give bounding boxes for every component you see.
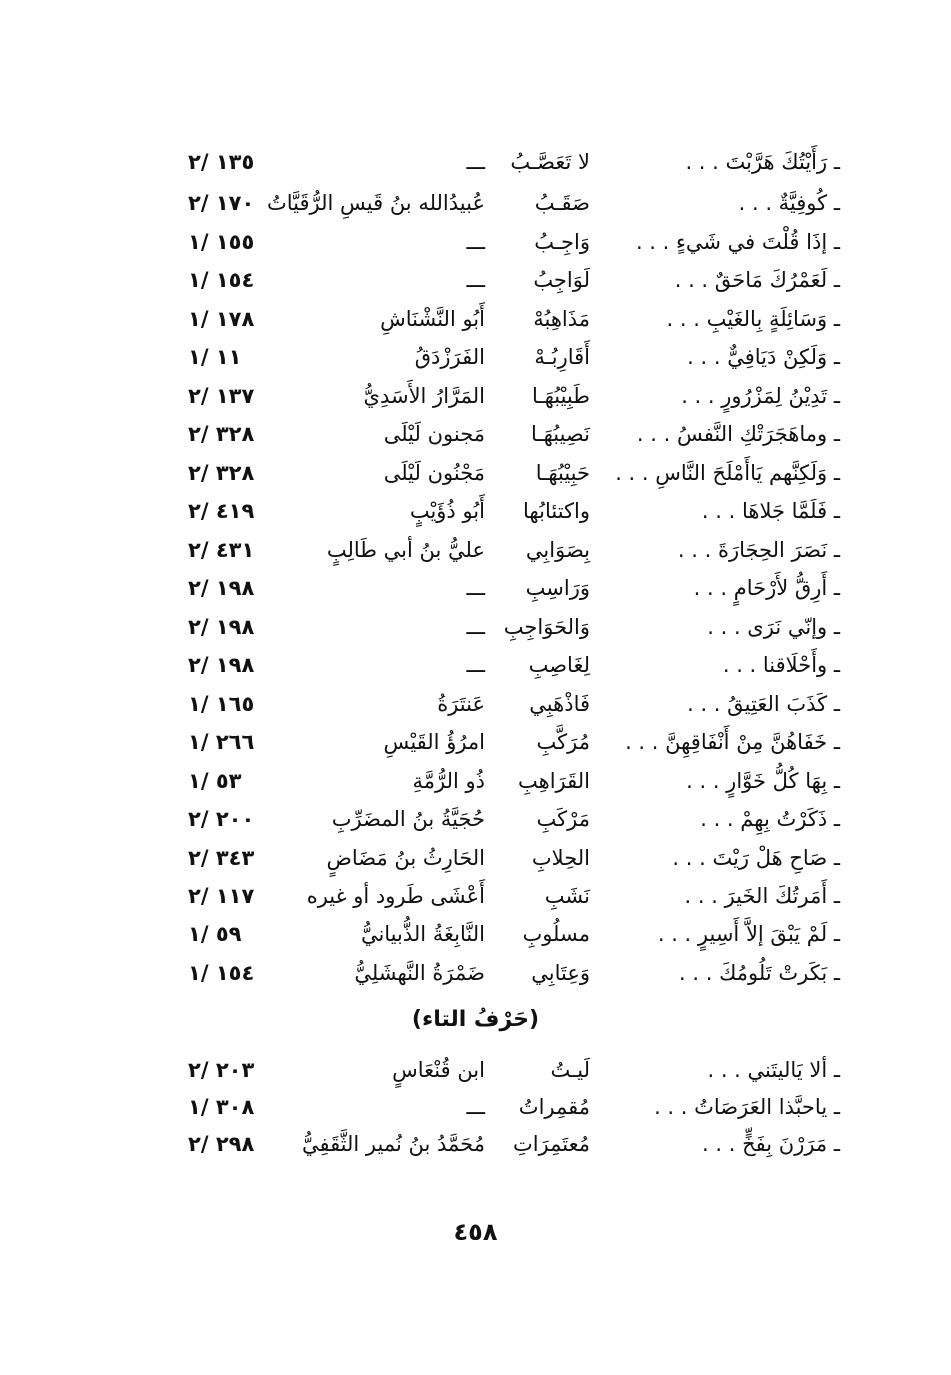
verse-row	[180, 609, 840, 645]
rhyme-word: طَبِيْبُهَـا	[532, 384, 590, 408]
poet-name: مَجنون لَيْلَى	[383, 422, 485, 446]
rhyme-word: نَشَبِ	[544, 884, 590, 908]
verse-opening: ـ صَاحِ هَلْ رَيْتَ . . .	[672, 846, 840, 870]
page-reference: ١٩٨ /٢	[188, 653, 255, 677]
page-reference: ٣٤٣ /٢	[188, 846, 255, 870]
verse-row	[180, 339, 840, 375]
verse-row	[180, 532, 840, 568]
verse-opening: ـ تَدِيْنُ لِمَزْرُورٍ . . .	[681, 384, 840, 408]
poet-name: مُحَمَّدُ بنُ نُمير الثَّقَفِيُّ	[301, 1132, 485, 1156]
poet-name: عَنتَرَةُ	[437, 692, 485, 716]
verse-opening: ـ فَلَمَّا جَلاهَا . . .	[701, 499, 840, 523]
poet-name: ضَمْرَةُ النَّهشَلِيُّ	[354, 961, 485, 985]
rhyme-word: القَرَاهِبِ	[518, 769, 590, 793]
verse-row	[180, 1089, 840, 1125]
rhyme-word: وَرَاسِبِ	[525, 576, 590, 600]
verse-row	[180, 647, 840, 683]
poet-name: النَّابِغَةُ الذُّبيانيُّ	[360, 922, 485, 946]
poet-name: مَجْنُون لَيْلَى	[383, 461, 485, 485]
rhyme-word: وَالحَوَاجِبِ	[503, 615, 590, 639]
page-reference: ٣٠٨ /١	[188, 1095, 255, 1119]
page-reference: ١٩٨ /٢	[188, 576, 255, 600]
poet-name: ـــ	[466, 576, 485, 600]
page-reference: ١٦٥ /١	[188, 692, 255, 716]
page-reference: ٥٩ /١	[188, 922, 242, 946]
verse-row	[180, 570, 840, 606]
page-number: ٤٥٨	[453, 1218, 498, 1246]
verse-row	[180, 455, 840, 491]
rhyme-word: لا تَعَصَّـبُ	[510, 150, 590, 174]
verse-row	[180, 224, 840, 260]
page-reference: ٣٢٨ /٢	[188, 461, 255, 485]
rhyme-word: وَاجِـبُ	[534, 230, 590, 254]
rhyme-word: بِصَوَابِي	[525, 538, 590, 562]
page-reference: ٣٢٨ /٢	[188, 422, 255, 446]
verse-opening: ـ ياحبَّذا العَرَصَاتُ . . .	[654, 1095, 840, 1119]
poet-name: أَعْشَى طَرود أو غيره	[306, 884, 485, 908]
verse-opening: ـ وَلَكِنْ دَيَافِيٌّ . . .	[687, 345, 840, 369]
page-reference: ١١ /١	[188, 345, 242, 369]
rhyme-word: وَعِتَابِي	[531, 961, 590, 985]
poet-name: امرُؤُ القَيْسِ	[383, 730, 485, 754]
verse-opening: ـ وَسَائِلَةٍ بِالغَيْبِ . . .	[666, 307, 840, 331]
rhyme-word: مُعتَمِرَاتِ	[512, 1132, 590, 1156]
page-reference: ١٧٨ /١	[188, 307, 255, 331]
poet-name: حُجَيَّةُ بنُ المضَرِّبِ	[331, 807, 485, 831]
verse-opening: ـ وإنّي نَرَى . . .	[707, 615, 840, 639]
poet-name: ـــ	[466, 615, 485, 639]
verse-opening: ـ وأَحْلَاقنا . . .	[722, 653, 840, 677]
poet-name: عُبيدُالله بنُ قَيسِ الرُّقَيَّاتُ	[266, 191, 485, 215]
verse-opening: ـ وَلَكِنَّهم يَاأَمْلَحَ النَّاسِ . . .	[615, 461, 840, 485]
verse-row	[180, 144, 840, 180]
verse-opening: ـ أَرِقُّ لأَرْحَامٍ . . .	[693, 576, 840, 600]
poet-name: أَبُو النَّشْنَاشِ	[380, 307, 485, 331]
page-reference: ٢٠٣ /٢	[188, 1058, 255, 1082]
poet-name: ذُو الرُّمَّةِ	[412, 769, 485, 793]
verse-opening: ـ كَذَبَ العَتِيقُ . . .	[687, 692, 840, 716]
verse-row	[180, 686, 840, 722]
page-reference: ١٣٧ /٢	[188, 384, 255, 408]
poet-name: عليُّ بنُ أبي طَالِبٍ	[326, 538, 485, 562]
page-reference: ١٥٤ /١	[188, 268, 255, 292]
rhyme-word: الحِلابِ	[531, 846, 590, 870]
poet-name: المَرَّارُ الأَسَدِيُّ	[363, 384, 485, 408]
verse-row	[180, 301, 840, 337]
verse-row	[180, 1126, 840, 1162]
poet-name: الفَرَزْدَقُ	[414, 345, 485, 369]
section-heading: (حَرْفُ التاء)	[411, 1007, 540, 1032]
verse-row	[180, 493, 840, 529]
page-reference: ١٣٥ /٢	[188, 150, 255, 174]
rhyme-word: واكتئابُها	[523, 499, 590, 523]
page-reference: ١٥٥ /١	[188, 230, 255, 254]
poet-name: الحَارِثُ بنُ مَضَاضٍ	[326, 846, 485, 870]
poet-name: أَبُو ذُؤَيْبٍ	[409, 499, 485, 523]
verse-opening: ـ ذَكَرْتُ بِهِمْ . . .	[700, 807, 840, 831]
verse-row	[180, 955, 840, 991]
verse-opening: ـ بَكَرتْ تَلُومُكَ . . .	[679, 961, 840, 985]
rhyme-word: نَصِيبُهَـا	[531, 422, 590, 446]
poet-name: ـــ	[466, 1095, 485, 1119]
verse-row	[180, 416, 840, 452]
poet-name: ـــ	[466, 268, 485, 292]
page-reference: ٢٩٨ /٢	[188, 1132, 255, 1156]
rhyme-word: فَاذْهَبِي	[529, 692, 590, 716]
rhyme-word: مَذَاهِبُهْ	[533, 307, 590, 331]
rhyme-word: صَقَـبُ	[534, 191, 590, 215]
page-reference: ١٥٤ /١	[188, 961, 255, 985]
poet-name: ابن قُنْعَاسٍ	[392, 1058, 485, 1082]
verse-opening: ـ ألا يَاليتَني . . .	[707, 1058, 840, 1082]
page-reference: ٤١٩ /٢	[188, 499, 255, 523]
rhyme-word: لَيـتُ	[550, 1058, 590, 1082]
poet-name: ـــ	[466, 150, 485, 174]
verse-opening: ـ رَأَيْتُكَ هَرَّبْتَ . . .	[685, 150, 840, 174]
page-reference: ١١٧ /٢	[188, 884, 255, 908]
poet-name: ـــ	[466, 230, 485, 254]
verse-row	[180, 378, 840, 414]
rhyme-word: لَوَاجِبُ	[533, 268, 590, 292]
verse-opening: ـ لَمْ يَبْقَ إلاَّ أَسِيرٍ . . .	[657, 922, 840, 946]
verse-opening: ـ لَعَمْرُكَ مَاحَقٌ . . .	[674, 268, 840, 292]
verse-row	[180, 801, 840, 837]
page-reference: ٤٣١ /٢	[188, 538, 255, 562]
rhyme-word: مُرَكَّبِ	[536, 730, 590, 754]
verse-opening: ـ نَصَرَ الحِجَارَةَ . . .	[677, 538, 840, 562]
verse-row	[180, 916, 840, 952]
rhyme-word: حَبِيْبُهَـا	[535, 461, 590, 485]
poet-name: ـــ	[466, 653, 485, 677]
rhyme-word: مُقمِراتُ	[518, 1095, 590, 1119]
page-reference: ٢٦٦ /١	[188, 730, 255, 754]
verse-row	[180, 763, 840, 799]
verse-row	[180, 840, 840, 876]
verse-opening: ـ بِهَا كُلُّ خَوَّارٍ . . .	[686, 769, 840, 793]
verse-opening: ـ كُوفِيَّةٌ . . .	[738, 191, 840, 215]
verse-opening: ـ إذَا قُلْتَ في شَيءٍ . . .	[635, 230, 840, 254]
verse-row	[180, 878, 840, 914]
rhyme-word: لِغَاصِبِ	[528, 653, 590, 677]
verse-row	[180, 185, 840, 221]
verse-row	[180, 1052, 840, 1088]
verse-opening: ـ خَفَاهُنَّ مِنْ أَنْفَاقِهِنَّ . . .	[625, 730, 840, 754]
page-reference: ١٧٠ /٢	[188, 191, 255, 215]
verse-row	[180, 724, 840, 760]
rhyme-word: أَقَارِبُـهْ	[534, 345, 590, 369]
rhyme-word: مسلُوبِ	[522, 922, 590, 946]
page-reference: ١٩٨ /٢	[188, 615, 255, 639]
rhyme-word: مَرْكَبِ	[536, 807, 590, 831]
verse-opening: ـ مَرَرْنَ بِفَخٍّ . . .	[702, 1132, 840, 1156]
verse-row	[180, 262, 840, 298]
page-reference: ٥٣ /١	[188, 769, 242, 793]
page-reference: ٢٠٠ /٢	[188, 807, 255, 831]
verse-opening: ـ وماهَجَرَتْكِ النَّفسُ . . .	[636, 422, 840, 446]
verse-opening: ـ أَمَرتُكَ الخَيرَ . . .	[684, 884, 840, 908]
